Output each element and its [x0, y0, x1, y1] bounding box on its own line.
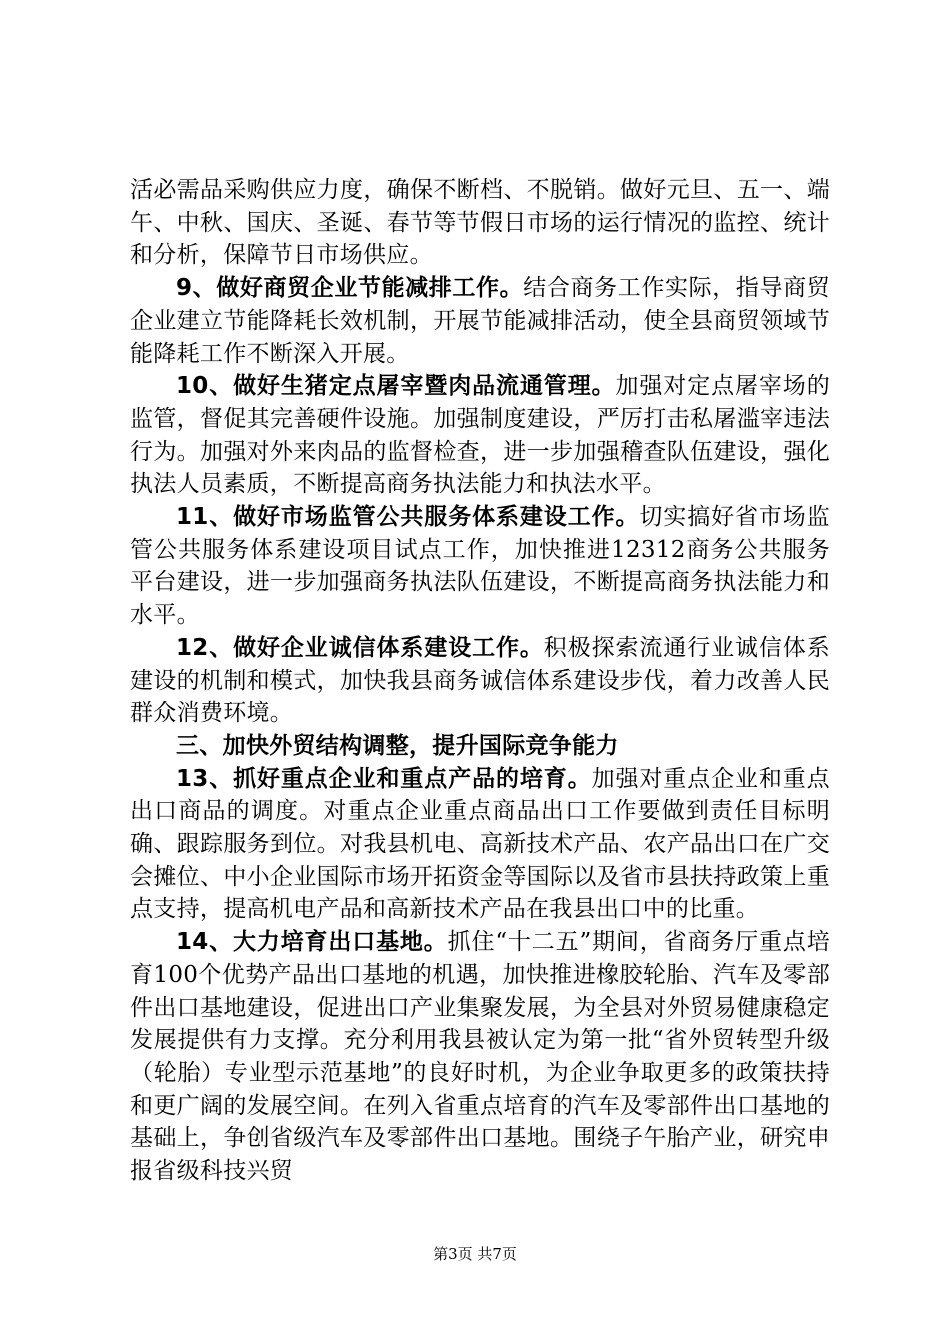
paragraph-6-text: 加强对重点企业和重点出口商品的调度。对重点企业重点商品出口工作要做到责任目标明确、跟踪服务到位。对我县机电、高新技术产品、农产品出口在广交会摊位、中小企业国际市场开拓资金等国际以及省市县扶持政策上重点支持，提高机电产品和高新技术产品在我县出口中的比重。: [130, 765, 830, 923]
paragraph-7: [130, 926, 830, 1188]
paragraph-6-lead: 13、抓好重点企业和重点产品的培育。: [176, 765, 592, 792]
section-heading: [130, 730, 830, 763]
paragraph-3-text: 切实搞好省市场监管公共服务体系建设项目试点工作，加快推进12312商务公共服务平台建设，进一步加强商务执法队伍建设，不断提高商务执法能力和水平。: [130, 504, 830, 629]
paragraph-2-text: 加强对定点屠宰场的监管，督促其完善硬件设施。加强制度建设，严厉打击私屠滥宰违法行为。加强对外来肉品的监督检查，进一步加强稽查队伍建设，强化执法人员素质，不断提高商务执法能力和执法水平。: [130, 373, 830, 498]
paragraph-1-lead: 9、做好商贸企业节能减排工作。: [176, 275, 524, 302]
document-body: [130, 174, 830, 1188]
paragraph-3-lead: 11、做好市场监管公共服务体系建设工作。: [176, 504, 640, 531]
paragraph-1: [130, 272, 830, 370]
paragraph-4: [130, 632, 830, 730]
paragraph-0-text: 活必需品采购供应力度，确保不断档、不脱销。做好元旦、五一、端午、中秋、国庆、圣诞、春节等节假日市场的运行情况的监控、统计和分析，保障节日市场供应。: [130, 177, 830, 269]
paragraph-2-lead: 10、做好生猪定点屠宰暨肉品流通管理。: [176, 373, 616, 400]
section-heading-text: 三、加快外贸结构调整，提升国际竞争能力: [176, 732, 619, 759]
paragraph-6: [130, 763, 830, 927]
paragraph-3: [130, 501, 830, 632]
paragraph-1-text: 结合商务工作实际，指导商贸企业建立节能降耗长效机制，开展节能减排活动，使全县商贸领域节能降耗工作不断深入开展。: [130, 275, 830, 367]
paragraph-7-lead: 14、大力培育出口基地。: [176, 929, 448, 956]
paragraph-7-text: 抓住“十二五”期间，省商务厅重点培育100个优势产品出口基地的机遇，加快推进橡胶轮胎、汽车及零部件出口基地建设，促进出口产业集聚发展，为全县对外贸易健康稳定发展提供有力支撑。充分利用我县被认定为第一批“省外贸转型升级（轮胎）专业型示范基地”的良好时机，为企业争取更多的政策扶持和更广阔的发展空间。在列入省重点培育的汽车及零部件出口基地的基础上，争创省级汽车及零部件出口基地。围绕子午胎产业，研究申报省级科技兴贸: [130, 929, 830, 1185]
paragraph-4-text: 积极探索流通行业诚信体系建设的机制和模式，加快我县商务诚信体系建设步伐，着力改善人民群众消费环境。: [130, 634, 830, 727]
page-number: 第3页 共7页: [433, 1245, 517, 1263]
paragraph-4-lead: 12、做好企业诚信体系建设工作。: [176, 634, 544, 661]
paragraph-0: [130, 174, 830, 272]
paragraph-2: [130, 370, 830, 501]
